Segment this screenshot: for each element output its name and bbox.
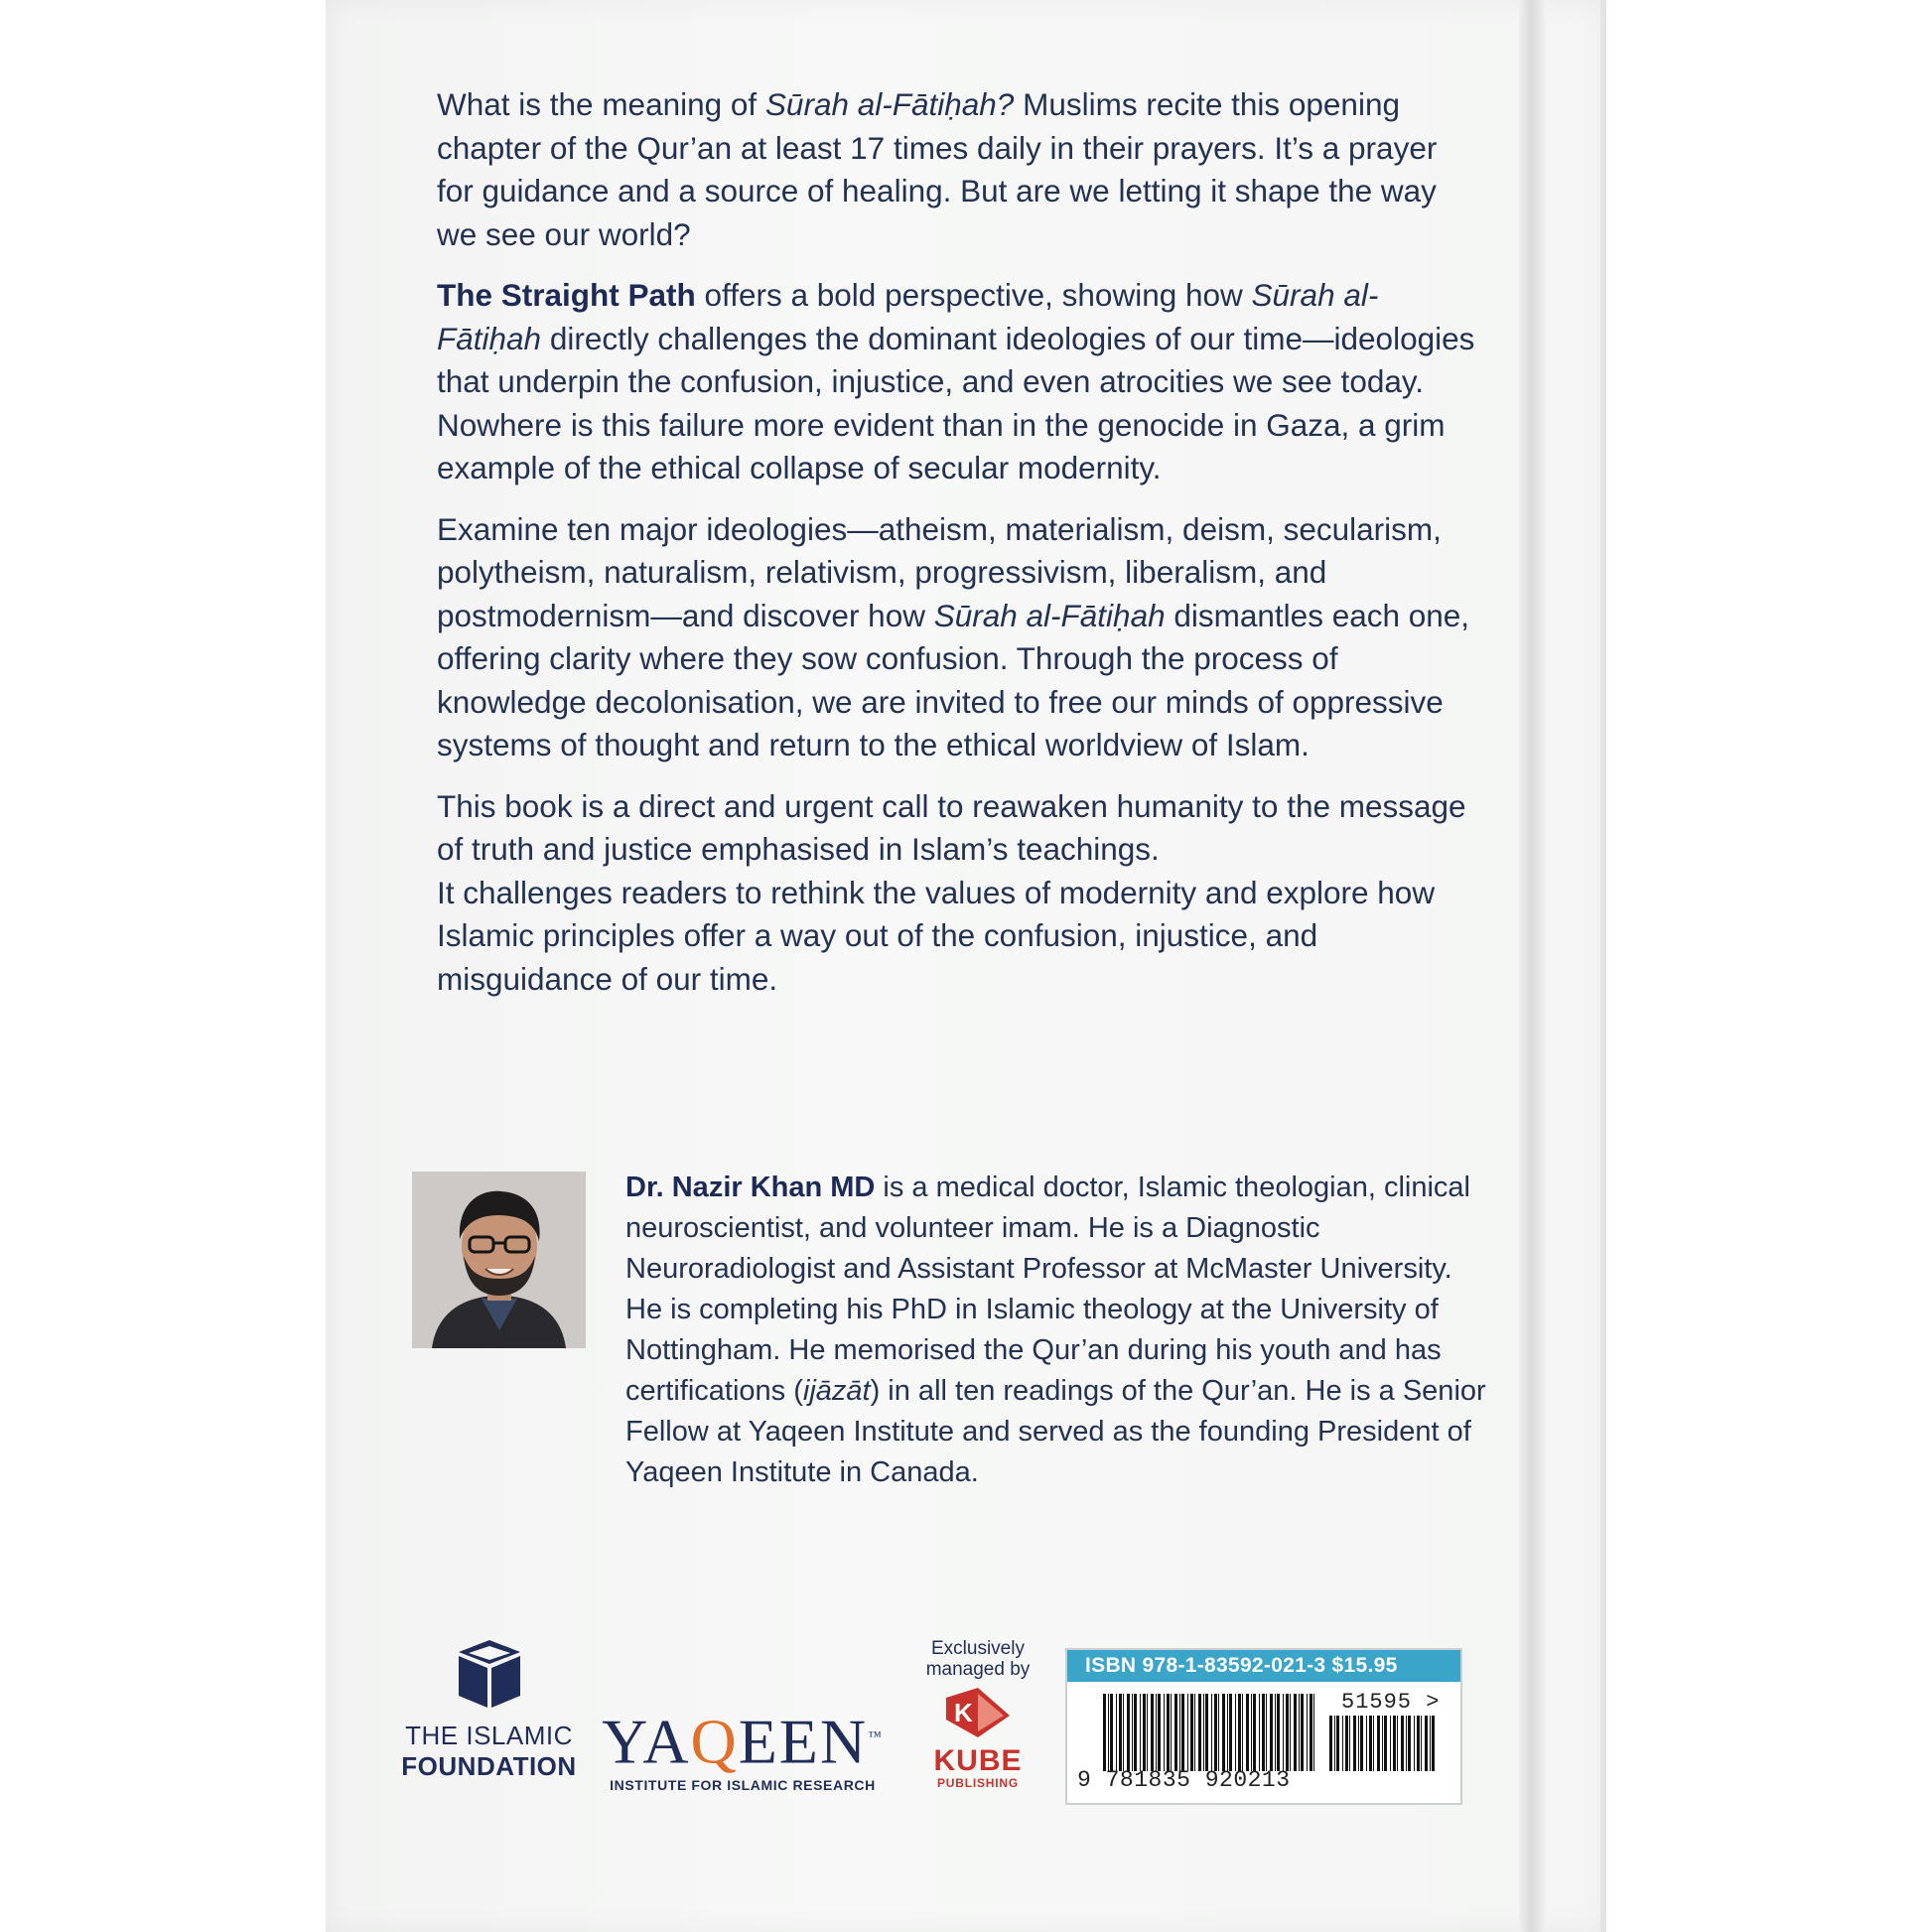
surah-name: Sūrah al-Fātiḥah [437, 277, 1379, 356]
kube-name: KUBE [933, 1744, 1023, 1777]
svg-text:K: K [954, 1698, 973, 1727]
barcode-addon-number: 51595 > [1341, 1690, 1441, 1715]
book-title: The Straight Path [437, 277, 696, 313]
barcode-main [1103, 1694, 1321, 1771]
blurb-paragraph-1: What is the meaning of Sūrah al-Fātiḥah? Muslims recite this opening chapter of the Qur’an at least 17 times daily in their prayers. It’s a prayer for guidance and a source of healing. But are we letting it shape the way we see our world? [437, 86, 1438, 252]
islamic-foundation-line2: FOUNDATION [401, 1751, 577, 1781]
isbn-barcode-box [1065, 1648, 1462, 1805]
isbn-label: ISBN 978-1-83592-021-3 $15.95 [1067, 1650, 1460, 1682]
blurb-paragraph-3: Examine ten major ideologies—atheism, materialism, deism, secularism, polytheism, naturalism, relativism, progressivism, liberalism, and postmodernism—and discover how Sūrah al-Fātiḥah dismantles each one, offering clarity where they sow confusion. Through the process of knowledge decolonisation, we are invited to free our minds of oppressive systems of thought and return to the ethical worldview of Islam. [437, 510, 1470, 762]
yaqeen-tagline: INSTITUTE FOR ISLAMIC RESEARCH [610, 1777, 876, 1794]
islamic-foundation-logo [397, 1638, 581, 1787]
author-bio: Dr. Nazir Khan MD is a medical doctor, Islamic theologian, clinical neuroscientist, and volunteer imam. He is a Diagnostic Neuroradiologist and Assistant Professor at McMaster University. He is completing his PhD in Islamic theology at the University of Nottingham. He memorised the Qur’an during his youth and has certifications (ijāzāt) in all ten readings of the Qur’an. He is a Senior Fellow at Yaqeen Institute and served as the founding President of Yaqeen Institute in Canada. [625, 1172, 1486, 1488]
kube-pre-line1: Exclusively [931, 1638, 1025, 1659]
blurb-text [437, 83, 1479, 1019]
barcode-number: 9 781835 920213 [1077, 1767, 1291, 1793]
surah-name: Sūrah al-Fātiḥah? [764, 86, 1015, 122]
cover-hinge [1519, 0, 1547, 1932]
kube-sub: PUBLISHING [936, 1776, 1019, 1790]
kube-book-icon [938, 1686, 1018, 1739]
yaqeen-logo [594, 1706, 892, 1805]
islamic-foundation-line1: THE ISLAMIC [405, 1721, 573, 1750]
kube-pre-line2: managed by [925, 1659, 1031, 1680]
blurb-paragraph-2: The Straight Path offers a bold perspective, showing how Sūrah al-Fātiḥah directly challenges the dominant ideologies of our time—ideologies that underpin the confusion, injustice, and even atrocities we see today. Nowhere is this failure more evident than in the genocide in Gaza, a grim example of the ethical collapse of secular modernity. [437, 277, 1475, 485]
yaqeen-wordmark: YAQEEN™ [602, 1706, 884, 1777]
surah-name: Sūrah al-Fātiḥah [933, 597, 1166, 633]
cover-edge [1600, 0, 1606, 1932]
kaaba-icon [455, 1638, 524, 1710]
blurb-paragraph-4: This book is a direct and urgent call to reawaken humanity to the message of truth and justice emphasised in Islam’s teachings. It challenges readers to rethink the values of modernity and explore how Islamic principles offer a way out of the confusion, injustice, and misguidance of our time. [437, 787, 1466, 997]
kube-logo [908, 1638, 1047, 1790]
barcode-addon [1329, 1716, 1439, 1771]
author-photo [412, 1172, 586, 1348]
ijazat-term: ijāzāt [802, 1375, 871, 1407]
author-name: Dr. Nazir Khan MD [625, 1172, 876, 1203]
